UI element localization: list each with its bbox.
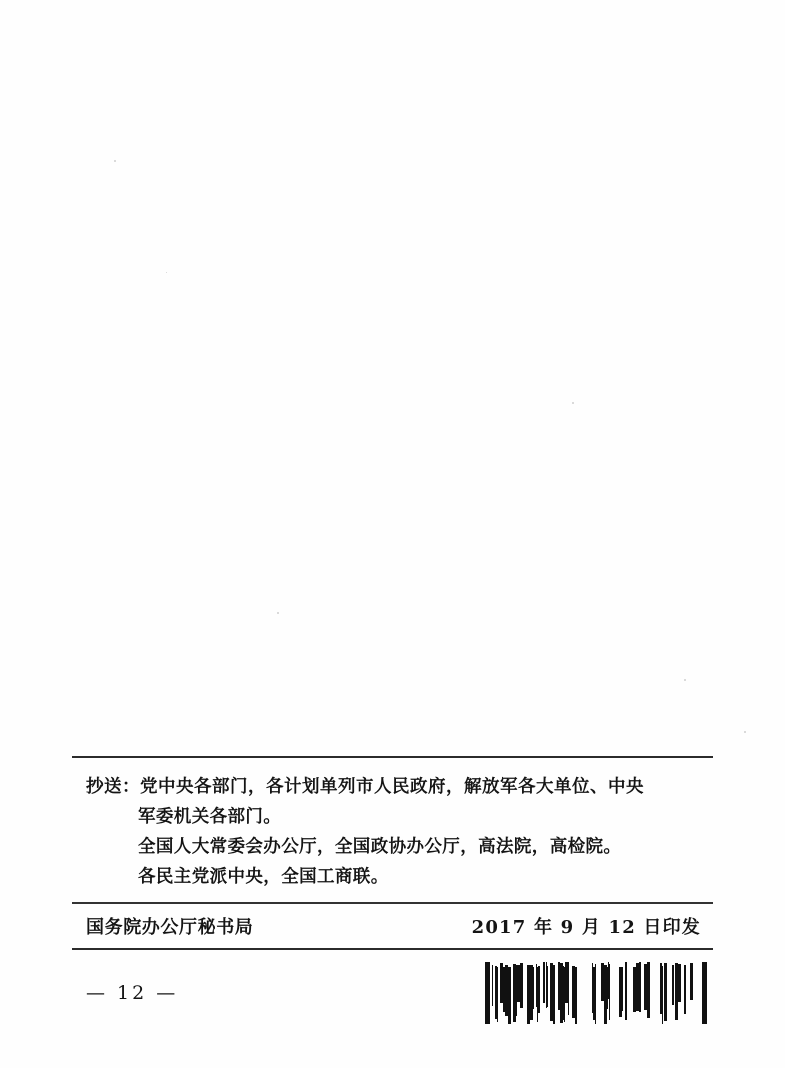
copy-to-label: 抄送： <box>86 777 140 797</box>
scan-speckle <box>684 679 686 681</box>
barcode-2d-icon <box>485 962 713 1024</box>
scan-speckle <box>166 272 167 273</box>
copy-to-line-4: 各民主党派中央，全国工商联。 <box>138 867 389 887</box>
copy-to-first-row <box>72 772 713 802</box>
issuer-name: 国务院办公厅秘书局 <box>86 916 254 938</box>
copy-to-line-2: 军委机关各部门。 <box>138 807 282 827</box>
page-number: — 12 — <box>86 982 179 1004</box>
copy-to-first-line: 党中央各部门，各计划单列市人民政府，解放军各大单位、中央 <box>140 777 644 797</box>
scan-speckle <box>744 731 746 733</box>
page-bottom-row <box>72 962 713 1024</box>
document-footer <box>72 756 713 950</box>
copy-to-section <box>72 758 713 902</box>
footer-bottom-rule <box>72 948 713 950</box>
scan-speckle <box>572 402 574 404</box>
scan-speckle <box>114 160 116 162</box>
issue-date: 2017 年 9 月 12 日印发 <box>471 916 701 938</box>
scan-speckle <box>277 612 279 614</box>
issuer-row <box>72 904 713 948</box>
copy-to-line-3: 全国人大常委会办公厅，全国政协办公厅，高法院，高检院。 <box>138 837 622 857</box>
